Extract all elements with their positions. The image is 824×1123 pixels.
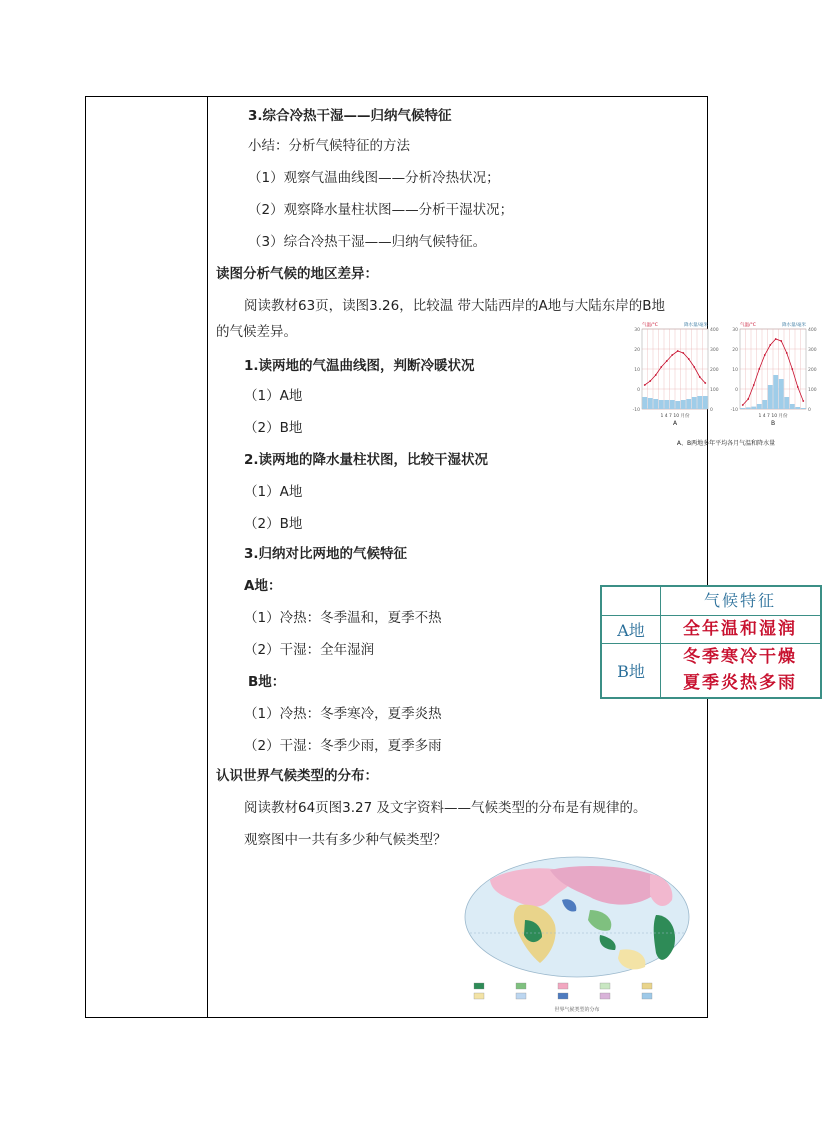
summary-line: 小结：分析气候特征的方法 [248,138,410,154]
chart-ylabel-left: 气温/°C [740,323,756,328]
question-2-a: （1）A地 [244,484,303,500]
step-2: （2）观察降水量柱状图——分析干湿状况； [248,202,514,218]
page-table [85,96,817,1018]
chart-temperature-point [780,340,782,342]
chart-bar [686,399,691,409]
chart-bar [790,404,795,409]
chart-bar [675,401,680,409]
chart-bar [697,396,702,409]
chart-xticks: 1 4 7 10 月份 [758,414,788,419]
world-climate-map [460,855,694,1015]
question-2-b: （2）B地 [244,516,303,532]
chart-ylabel-left: 气温/°C [642,323,658,328]
chart-temperature-point [688,358,690,360]
chart-ylabel-right: 降水量/毫米 [781,323,806,328]
climate-table-b-label: B地 [602,643,661,697]
world-intro: 阅读教材64页图3.27 及文字资料——气候类型的分布是有规律的。 [244,800,647,816]
chart-bar [692,397,697,409]
chart-tick-label-right: 300 [710,348,719,353]
chart-bar [779,379,784,409]
region-heading: 读图分析气候的地区差异： [216,266,378,282]
chart-bar [642,397,647,409]
chart-temperature-point [742,404,744,406]
chart-tick-label-right: 100 [710,388,719,393]
chart-bar [670,400,675,409]
map-legend [474,983,652,999]
question-2: 2.读两地的降水量柱状图，比较干湿状况 [244,452,489,468]
chart-bar [757,404,762,409]
chart-temperature-point [802,400,804,402]
map-legend-swatch [558,993,568,999]
map-legend-swatch [642,993,652,999]
chart-temperature-point [660,366,662,368]
chart-tick-label-right: 100 [808,388,817,393]
chart-label: B [770,420,776,427]
chart-tick-label-left: 0 [637,388,640,393]
region-intro-2: 的气候差异。 [216,324,297,340]
climate-charts [628,319,824,449]
chart-temperature-point [666,360,668,362]
chart-ylabel-right: 降水量/毫米 [683,323,708,328]
question-1-b: （2）B地 [244,420,303,436]
chart-temperature-point [644,384,646,386]
chart-tick-label-left: 20 [634,348,640,353]
chart-tick-label-left: 10 [732,368,738,373]
chart-temperature-point [764,354,766,356]
chart-tick-label-left: 10 [634,368,640,373]
chart-temperature-point [791,368,793,370]
chart-bar [768,385,773,409]
chart-tick-label-right: 0 [710,408,713,413]
chart-temperature-point [655,374,657,376]
region-intro-1: 阅读教材63页，读图3.26，比较温 带大陆西岸的A地与大陆东岸的B地 [244,298,666,314]
a-line-2: （2）干湿：全年湿润 [244,642,375,658]
left-column [86,97,208,1017]
chart-temperature-point [769,344,771,346]
b-line-1: （1）冷热：冬季寒冷，夏季炎热 [244,706,442,722]
chart-bar [653,399,658,409]
chart-tick-label-left: 30 [732,328,738,333]
climate-table-a-value: 全年温和湿润 [683,619,797,639]
chart-bar [801,408,806,409]
climate-feature-table [600,585,822,699]
chart-label: A [672,420,678,427]
chart-xticks: 1 4 7 10 月份 [660,414,690,419]
chart-bar [740,408,745,409]
chart-temperature-point [747,398,749,400]
chart-caption: A、B两地多年平均各月气温和降水量 [676,440,776,447]
chart-tick-label-right: 400 [808,328,817,333]
map-legend-swatch [474,993,484,999]
map-legend-swatch [516,983,526,989]
climate-table-corner [602,587,661,615]
b-line-2: （2）干湿：冬季少雨，夏季多雨 [244,738,442,754]
chart-bar [751,407,756,409]
chart-temperature-point [786,352,788,354]
chart-tick-label-left: 30 [634,328,640,333]
chart-bar [648,398,653,409]
climate-table-b-value-1: 冬季寒冷干燥 [683,647,797,667]
content-column [208,97,817,1017]
question-3: 3.归纳对比两地的气候特征 [244,546,408,562]
climate-charts-svg [628,319,824,449]
chart-tick-label-right: 300 [808,348,817,353]
chart-tick-label-left: -10 [632,408,640,413]
chart-temperature-point [671,354,673,356]
chart-temperature-point [682,352,684,354]
chart-tick-label-left: 0 [735,388,738,393]
a-label: A地： [244,578,282,594]
climate-table-b-values [660,643,820,697]
map-legend-swatch [600,993,610,999]
step-1: （1）观察气温曲线图——分析冷热状况； [248,170,500,186]
climate-table-a-label: A地 [602,615,661,643]
chart-temperature-point [699,376,701,378]
chart-tick-label-left: -10 [730,408,738,413]
climate-table-header: 气候特征 [703,591,776,610]
heading-step-3: 3.综合冷热干湿——归纳气候特征 [248,108,452,124]
chart-temperature-point [677,350,679,352]
chart-temperature-point [758,368,760,370]
map-caption: 世界气候类型的分布 [554,1007,600,1013]
chart-bar [664,400,669,409]
climate-table-row-b [602,643,820,697]
question-1-a: （1）A地 [244,388,303,404]
chart-bar [703,396,708,409]
map-legend-swatch [516,993,526,999]
map-legend-swatch [600,983,610,989]
chart-bar [762,400,767,409]
world-question: 观察图中一共有多少种气候类型？ [244,832,447,848]
chart-bar [795,407,800,409]
chart-temperature-point [704,382,706,384]
map-legend-swatch [474,983,484,989]
climate-table-row-a [602,615,820,644]
question-1: 1.读两地的气温曲线图，判断冷暖状况 [244,358,475,374]
b-label: B地： [248,674,286,690]
climate-table-header-row [602,587,820,616]
chart-temperature-point [693,366,695,368]
chart-tick-label-right: 0 [808,408,811,413]
map-legend-swatch [558,983,568,989]
chart-temperature-point [775,338,777,340]
step-3: （3）综合冷热干湿——归纳气候特征。 [248,234,487,250]
chart-bar [746,407,751,409]
chart-temperature-point [649,380,651,382]
chart-temperature-point [753,384,755,386]
chart-bar [773,375,778,409]
chart-tick-label-right: 200 [710,368,719,373]
a-line-1: （1）冷热：冬季温和，夏季不热 [244,610,442,626]
chart-tick-label-left: 20 [732,348,738,353]
map-legend-swatch [642,983,652,989]
climate-table-b-value-2: 夏季炎热多雨 [683,673,797,693]
world-heading: 认识世界气候类型的分布： [216,768,378,784]
chart-bar [681,400,686,409]
chart-bar [659,400,664,409]
chart-bar [784,397,789,409]
chart-tick-label-right: 400 [710,328,719,333]
world-map-svg [460,855,694,1015]
chart-temperature-point [797,386,799,388]
chart-tick-label-right: 200 [808,368,817,373]
